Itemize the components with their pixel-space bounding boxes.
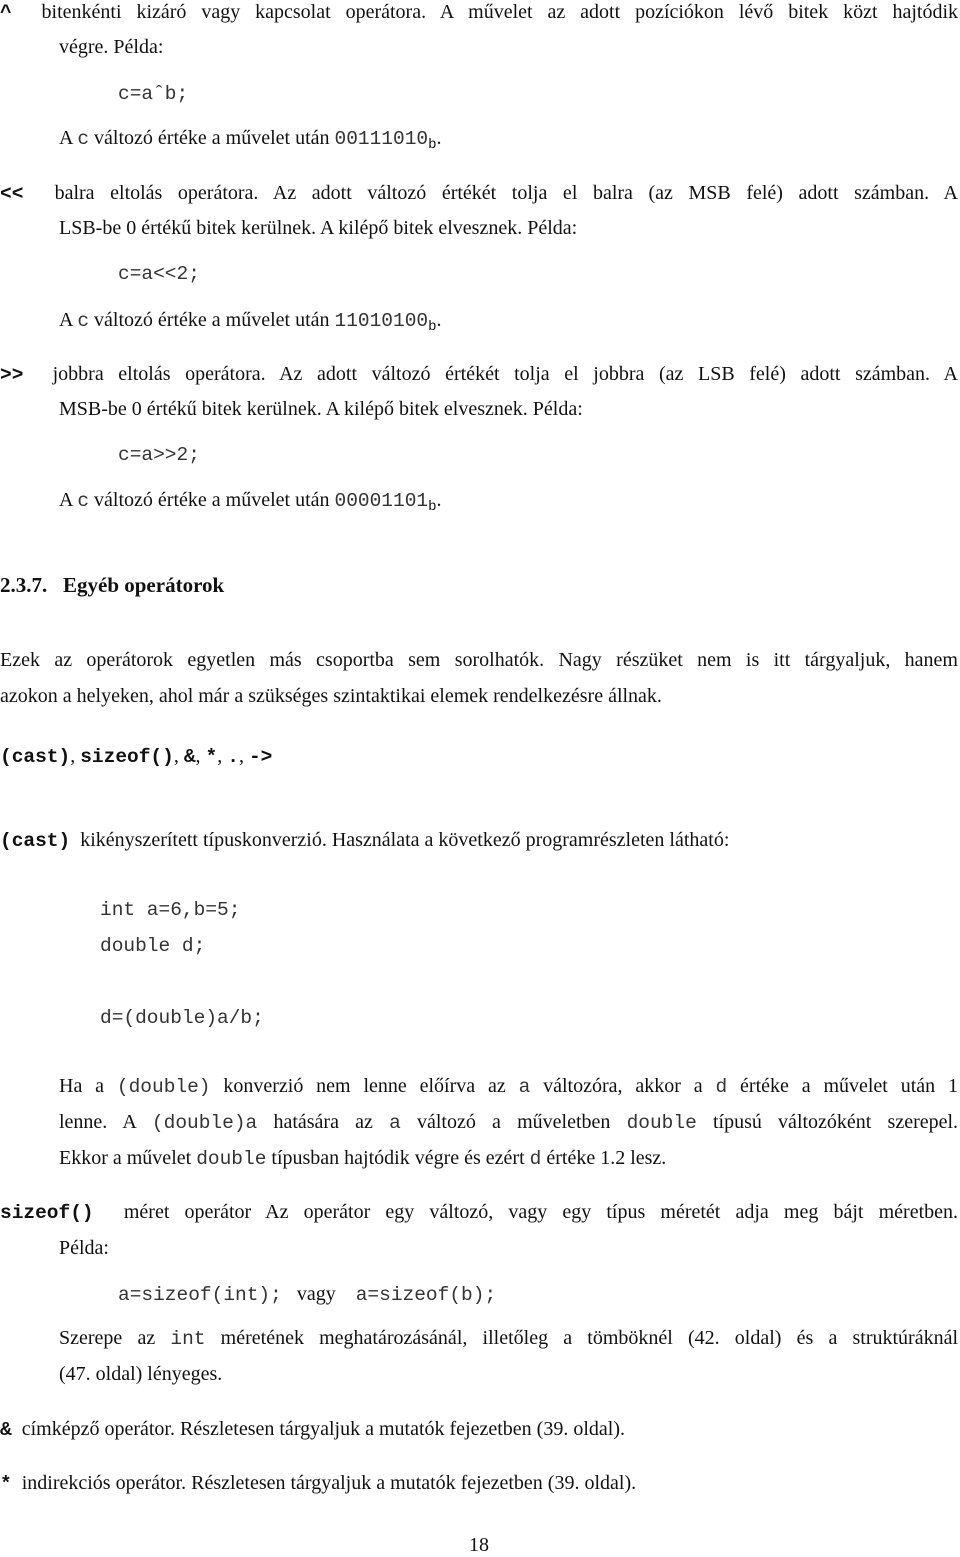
amp-desc: címképző operátor. Részletesen tárgyaljuk a mutatók fejezetben (39. oldal). <box>21 1418 625 1440</box>
operator-list <box>0 744 272 769</box>
star-desc: indirekciós operátor. Részletesen tárgyaljuk a mutatók fejezetben (39. oldal). <box>21 1472 637 1494</box>
intro-line-1: Ezek az operátorok egyetlen más csoportba sem sorolhatók. Nagy részüket nem is itt tárgyaljuk, hanem <box>0 649 958 671</box>
xor-result-var: c <box>77 128 90 150</box>
lshift-result-sub: b <box>428 319 437 335</box>
xor-result-sub: b <box>428 137 437 153</box>
op-list-star: * <box>205 746 218 768</box>
cast-p1-b: (double) <box>116 1076 211 1098</box>
cast-p3-b: double <box>196 1148 267 1170</box>
xor-result-mid: változó értéke a művelet után <box>94 127 330 149</box>
xor-result-pre: A <box>59 127 73 149</box>
rshift-operator: >> <box>0 364 24 386</box>
op-list-sizeof: sizeof() <box>80 746 174 768</box>
cast-p3-e: értéke 1.2 lesz. <box>546 1147 667 1169</box>
op-list-sep: , <box>238 745 249 767</box>
sizeof-example <box>118 1282 496 1307</box>
cast-p2-d: a <box>389 1112 401 1134</box>
sizeof-r1-a: Szerepe az <box>59 1327 156 1349</box>
xor-code: c=aˆb; <box>118 83 189 105</box>
op-list-amp: & <box>183 746 196 768</box>
lshift-result <box>59 308 442 333</box>
sizeof-remark-2: (47. oldal) lényeges. <box>59 1363 223 1385</box>
xor-result-value: 00111010 <box>334 128 429 150</box>
cast-p1-f: d <box>715 1076 728 1098</box>
rshift-desc-1: jobbra eltolás operátora. Az adott változó értékét tolja el jobbra (az LSB felé) adott számban. A <box>52 363 958 385</box>
cast-p2-a: lenne. A <box>59 1111 136 1133</box>
lshift-result-pre: A <box>59 309 73 331</box>
cast-p1-c: konverzió nem lenne előírva az <box>223 1075 506 1097</box>
xor-line-1 <box>0 0 958 25</box>
star-line <box>0 1471 636 1496</box>
sizeof-remark-1 <box>59 1326 958 1351</box>
rshift-result-var: c <box>77 490 90 512</box>
star-term: * <box>0 1473 12 1495</box>
rshift-result <box>59 488 442 513</box>
sizeof-r1-b: int <box>170 1328 206 1350</box>
cast-p1-e: változóra, akkor a <box>543 1075 703 1097</box>
cast-p2-g: típusú változóként szerepel. <box>712 1111 959 1133</box>
cast-desc: kikényszerített típuskonverzió. Használata a következő programrészleten látható: <box>80 829 730 851</box>
cast-para-3 <box>59 1146 666 1171</box>
cast-code-2: double d; <box>100 935 206 957</box>
rshift-result-pre: A <box>59 489 73 511</box>
cast-p1-d: a <box>518 1076 531 1098</box>
page-number: 18 <box>469 1534 489 1556</box>
section-heading <box>0 573 224 597</box>
rshift-code: c=a>>2; <box>118 444 200 466</box>
cast-para-2 <box>59 1110 958 1135</box>
sizeof-line-2: Példa: <box>59 1237 109 1259</box>
lshift-desc-1: balra eltolás operátora. Az adott változó értékét tolja el balra (az MSB felé) adott számban. A <box>54 182 958 204</box>
sizeof-code-1: a=sizeof(int); <box>118 1284 282 1306</box>
cast-p2-b: (double)a <box>151 1112 258 1134</box>
xor-line-2: végre. Példa: <box>59 36 164 58</box>
lshift-operator: << <box>0 183 24 205</box>
xor-result <box>59 126 442 151</box>
op-list-sep: , <box>195 745 206 767</box>
cast-p3-a: Ekkor a művelet <box>59 1147 192 1169</box>
sizeof-code-2: a=sizeof(b); <box>355 1284 497 1306</box>
cast-p1-g: értéke a művelet után 1 <box>740 1075 958 1097</box>
sizeof-desc: méret operátor Az operátor egy változó, vagy egy típus méretét adja meg bájt méretben. <box>123 1201 958 1223</box>
cast-para-1 <box>59 1074 958 1099</box>
section-title: Egyéb operátorok <box>63 573 225 597</box>
op-list-sep: , <box>217 745 228 767</box>
sizeof-line <box>0 1200 958 1225</box>
op-list-dot: . <box>227 746 239 768</box>
lshift-result-var: c <box>77 310 90 332</box>
xor-operator: ^ <box>0 2 12 24</box>
rshift-result-sub: b <box>428 499 437 515</box>
cast-p2-e: változó a műveletben <box>416 1111 611 1133</box>
sizeof-or: vagy <box>296 1283 336 1305</box>
lshift-result-mid: változó értéke a művelet után <box>94 309 330 331</box>
rshift-result-end: . <box>436 489 442 511</box>
op-list-arrow: -> <box>248 746 273 768</box>
cast-line <box>0 828 729 853</box>
lshift-result-end: . <box>436 309 442 331</box>
xor-desc-1: bitenkénti kizáró vagy kapcsolat operátora. A művelet az adott pozíciókon lévő bitek közt hajtódik <box>41 1 959 23</box>
rshift-result-mid: változó értéke a művelet után <box>94 489 330 511</box>
cast-term: (cast) <box>0 830 71 852</box>
cast-p2-c: hatására az <box>273 1111 373 1133</box>
cast-code-1: int a=6,b=5; <box>100 899 241 921</box>
op-list-sep: , <box>173 745 184 767</box>
xor-result-end: . <box>436 127 442 149</box>
lshift-line-1 <box>0 181 958 206</box>
sizeof-r1-c: méretének meghatározásánál, illetőleg a tömböknél (42. oldal) és a struktúráknál <box>220 1327 959 1349</box>
cast-p3-c: típusban hajtódik végre és ezért <box>271 1147 525 1169</box>
cast-p1-a: Ha a <box>59 1075 105 1097</box>
lshift-line-2: LSB-be 0 értékű bitek kerülnek. A kilépő bitek elvesznek. Példa: <box>59 217 578 239</box>
section-number: 2.3.7. <box>0 573 48 597</box>
rshift-line-2: MSB-be 0 értékű bitek kerülnek. A kilépő bitek elvesznek. Példa: <box>59 398 583 420</box>
lshift-result-value: 11010100 <box>334 310 429 332</box>
op-list-cast: (cast) <box>0 746 71 768</box>
rshift-line-1 <box>0 362 958 387</box>
cast-code-3: d=(double)a/b; <box>100 1007 264 1029</box>
lshift-code: c=a<<2; <box>118 263 200 285</box>
op-list-sep: , <box>70 745 81 767</box>
cast-p3-d: d <box>529 1148 542 1170</box>
amp-line <box>0 1417 625 1442</box>
intro-line-2: azokon a helyeken, ahol már a szükséges szintaktikai elemek rendelkezésre állnak. <box>0 685 662 707</box>
sizeof-term: sizeof() <box>0 1202 94 1224</box>
rshift-result-value: 00001101 <box>334 490 429 512</box>
cast-p2-f: double <box>626 1112 697 1134</box>
amp-term: & <box>0 1419 12 1441</box>
